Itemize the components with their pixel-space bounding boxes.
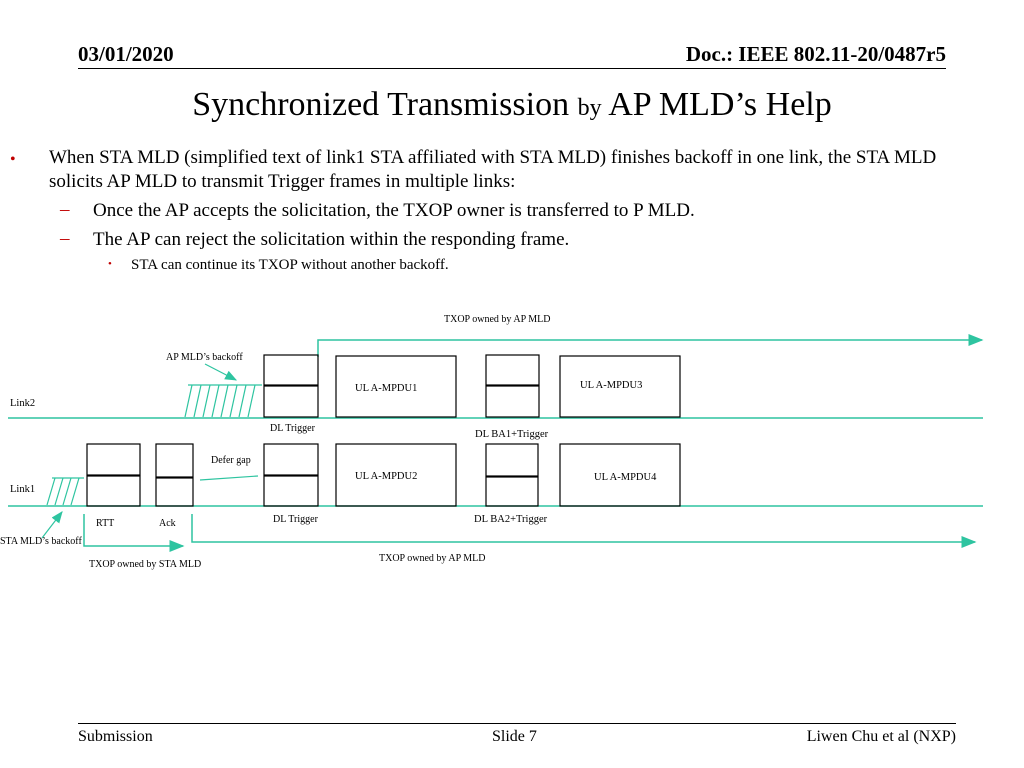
sta-backoff-hatch: [47, 478, 84, 505]
ack-box-top: [156, 444, 193, 477]
footer-slide-number: Slide 7: [492, 728, 537, 745]
sta-backoff-label: STA MLD’s backoff: [0, 536, 82, 547]
header-date: 03/01/2020: [78, 42, 174, 66]
dl-ba1-box-bottom: [486, 386, 539, 417]
sub-bullet-1: Once the AP accepts the solicitation, the TXOP owner is transferred to P MLD.: [93, 200, 695, 221]
dash-marker-1: –: [60, 199, 70, 220]
link2-label: Link2: [10, 398, 36, 409]
dl-trigger-label-link2: DL Trigger: [270, 423, 315, 434]
title-rest: AP MLD’s Help: [608, 86, 832, 123]
title-by: by: [577, 95, 602, 121]
ul-ampdu1-label: UL A-MPDU1: [355, 383, 418, 394]
rts-box-top: [87, 444, 140, 475]
dl-ba2-box-bottom: [486, 477, 538, 506]
dl-trigger-box-link2-top: [264, 355, 318, 385]
sub-bullet-2: The AP can reject the solicitation within the responding frame.: [93, 229, 570, 250]
ul-ampdu3-label: UL A-MPDU3: [580, 380, 643, 391]
txop-ap-top-arrow: [318, 340, 982, 357]
sta-backoff-pointer: [42, 512, 62, 538]
dl-trigger-box-link1-top: [264, 444, 318, 475]
sub-sub-bullet-1: STA can continue its TXOP without another backoff.: [131, 257, 449, 273]
dl-trigger-label-link1: DL Trigger: [273, 514, 318, 525]
link1-label: Link1: [10, 484, 36, 495]
title-main: Synchronized Transmission: [192, 86, 570, 123]
ap-backoff-hatch: [185, 385, 262, 417]
header-doc-id: Doc.: IEEE 802.11-20/0487r5: [685, 42, 946, 66]
footer-submission: Submission: [78, 728, 153, 745]
rts-box-bottom: [87, 476, 140, 506]
dl-ba2-label: DL BA2+Trigger: [474, 514, 548, 525]
footer-rule: [78, 723, 956, 724]
rtt-label: RTT: [96, 518, 115, 529]
ack-label: Ack: [159, 518, 176, 529]
defer-gap-pointer: [200, 476, 258, 480]
txop-sta-label: TXOP owned by STA MLD: [89, 559, 202, 570]
dl-ba2-box-top: [486, 444, 538, 476]
dl-trigger-box-link2-bottom: [264, 386, 318, 417]
txop-ap-bottom-label: TXOP owned by AP MLD: [379, 553, 486, 564]
dash-marker-2: –: [60, 228, 70, 249]
ap-backoff-pointer: [205, 364, 236, 380]
bullet-1-line-2: solicits AP MLD to transmit Trigger frames in multiple links:: [49, 171, 516, 192]
ap-backoff-label: AP MLD’s backoff: [166, 352, 243, 363]
txop-ap-top-label: TXOP owned by AP MLD: [444, 314, 551, 325]
ul-ampdu2-label: UL A-MPDU2: [355, 471, 418, 482]
footer-author: Liwen Chu et al (NXP): [806, 728, 956, 745]
bullet-1-line-1: When STA MLD (simplified text of link1 STA affiliated with STA MLD) finishes backoff in one link, the STA MLD: [49, 147, 937, 168]
bullet-marker: •: [10, 151, 16, 168]
ul-ampdu4-label: UL A-MPDU4: [594, 472, 657, 483]
sub-sub-bullet-marker: •: [108, 258, 112, 270]
dl-ba1-label: DL BA1+Trigger: [475, 429, 549, 440]
ack-box-bottom: [156, 478, 193, 506]
defer-gap-label: Defer gap: [211, 455, 251, 466]
dl-trigger-box-link1-bottom: [264, 476, 318, 506]
dl-ba1-box-top: [486, 355, 539, 385]
